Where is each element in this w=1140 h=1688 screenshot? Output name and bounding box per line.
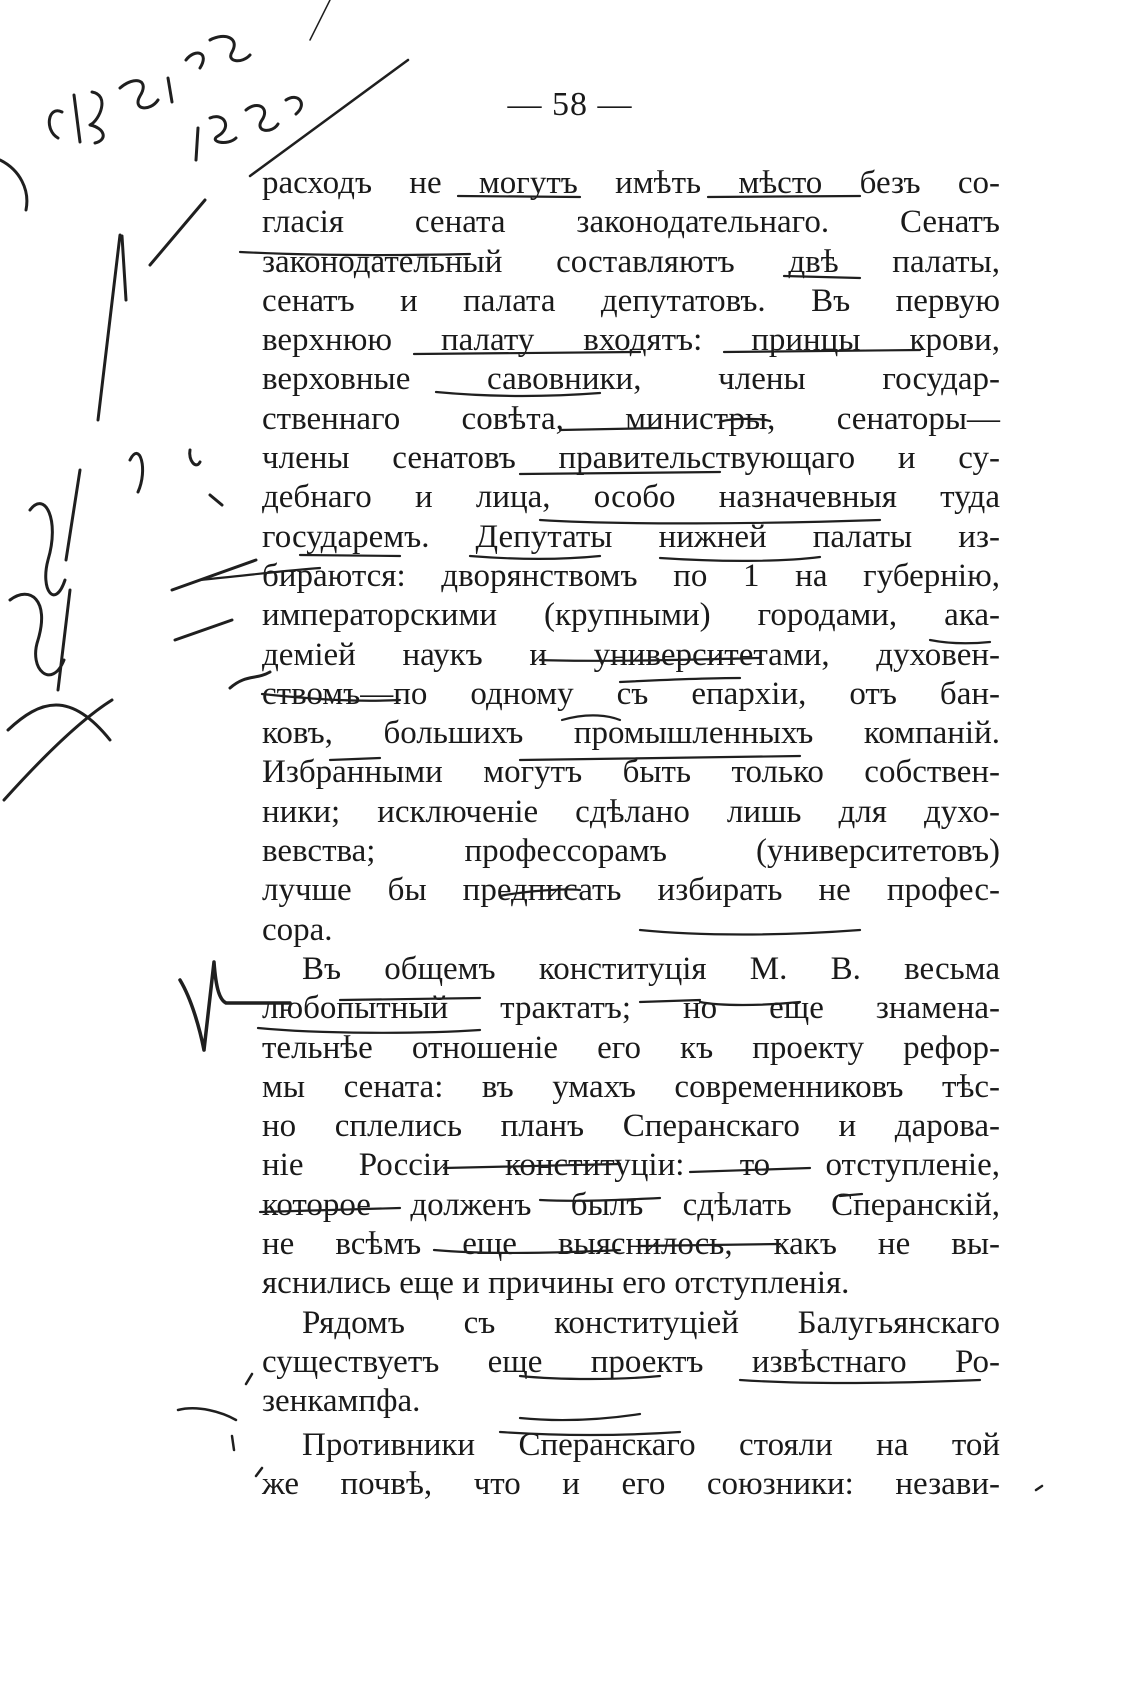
text-line: Противники Сперанскаго стояли на той: [302, 1426, 1000, 1463]
text-line: сенатъ и палата депутатовъ. Въ первую: [262, 282, 1000, 319]
text-line: ніе Россіи конституціи: то отступленіе,: [262, 1147, 1000, 1184]
text-line: яснились еще и причины его отступленія.: [262, 1265, 850, 1302]
text-line: ковъ, большихъ промышленныхъ компаній.: [262, 715, 1000, 752]
text-line: лучше бы предписать избирать не профес-: [262, 872, 1000, 909]
text-line: ственнаго совѣта, министры, сенаторы—: [262, 400, 1000, 437]
text-line: не всѣмъ еще выяснилось, какъ не вы-: [262, 1226, 1000, 1263]
text-line: существуетъ еще проектъ извѣстнаго Ро-: [262, 1343, 1000, 1380]
text-line: члены сенатовъ правительствующаго и су-: [262, 440, 1000, 477]
text-line: ники; исключеніе сдѣлано лишь для духо-: [262, 793, 1000, 830]
text-line: которое долженъ былъ сдѣлать Сперанскій,: [262, 1186, 1000, 1223]
text-line: зенкампфа.: [262, 1383, 421, 1420]
text-line: деміей наукъ и университетами, духовен-: [262, 636, 1000, 673]
page-number: — 58 —: [507, 86, 633, 123]
text-line: же почвѣ, что и его союзники: незави-: [262, 1465, 1000, 1502]
text-line: законодательный составляютъ двѣ палаты,: [262, 243, 1000, 280]
text-line: дебнаго и лица, особо назначевныя туда: [262, 479, 1000, 516]
text-line: но сплелись планъ Сперанскаго и дарова-: [262, 1108, 1000, 1145]
text-line: тельнѣе отношеніе его къ проекту рефор-: [262, 1029, 1000, 1066]
text-line: Избранными могутъ быть только собствен-: [262, 754, 1000, 791]
text-line: ствомъ—по одному съ епархіи, отъ бан-: [262, 675, 1000, 712]
text-line: верхнюю палату входятъ: принцы крови,: [262, 322, 1000, 359]
text-line: государемъ. Депутаты нижней палаты из-: [262, 518, 1000, 555]
body-text: [262, 164, 1000, 1504]
text-line: сора.: [262, 911, 333, 948]
text-line: мы сената: въ умахъ современниковъ тѣс-: [262, 1068, 1000, 1105]
margin-scribble: [4, 200, 270, 800]
text-line: императорскими (крупными) городами, ака-: [262, 597, 1000, 634]
text-line: вевства; профессорамъ (университетовъ): [262, 833, 1000, 870]
text-line: гласія сената законодательнаго. Сенатъ: [262, 204, 1000, 241]
text-line: любопытный трактатъ; но еще знамена-: [262, 990, 1000, 1027]
text-line: расходъ не могутъ имѣть мѣсто безъ со-: [262, 165, 1000, 201]
text-line: Рядомъ съ конституціей Балугьянскаго: [302, 1304, 1000, 1341]
text-line: верховные савовники, члены государ-: [262, 361, 1000, 398]
text-line: Въ общемъ конституція М. В. весьма: [302, 950, 1000, 987]
text-line: бираются: дворянствомъ по 1 на губернію,: [262, 557, 1000, 594]
